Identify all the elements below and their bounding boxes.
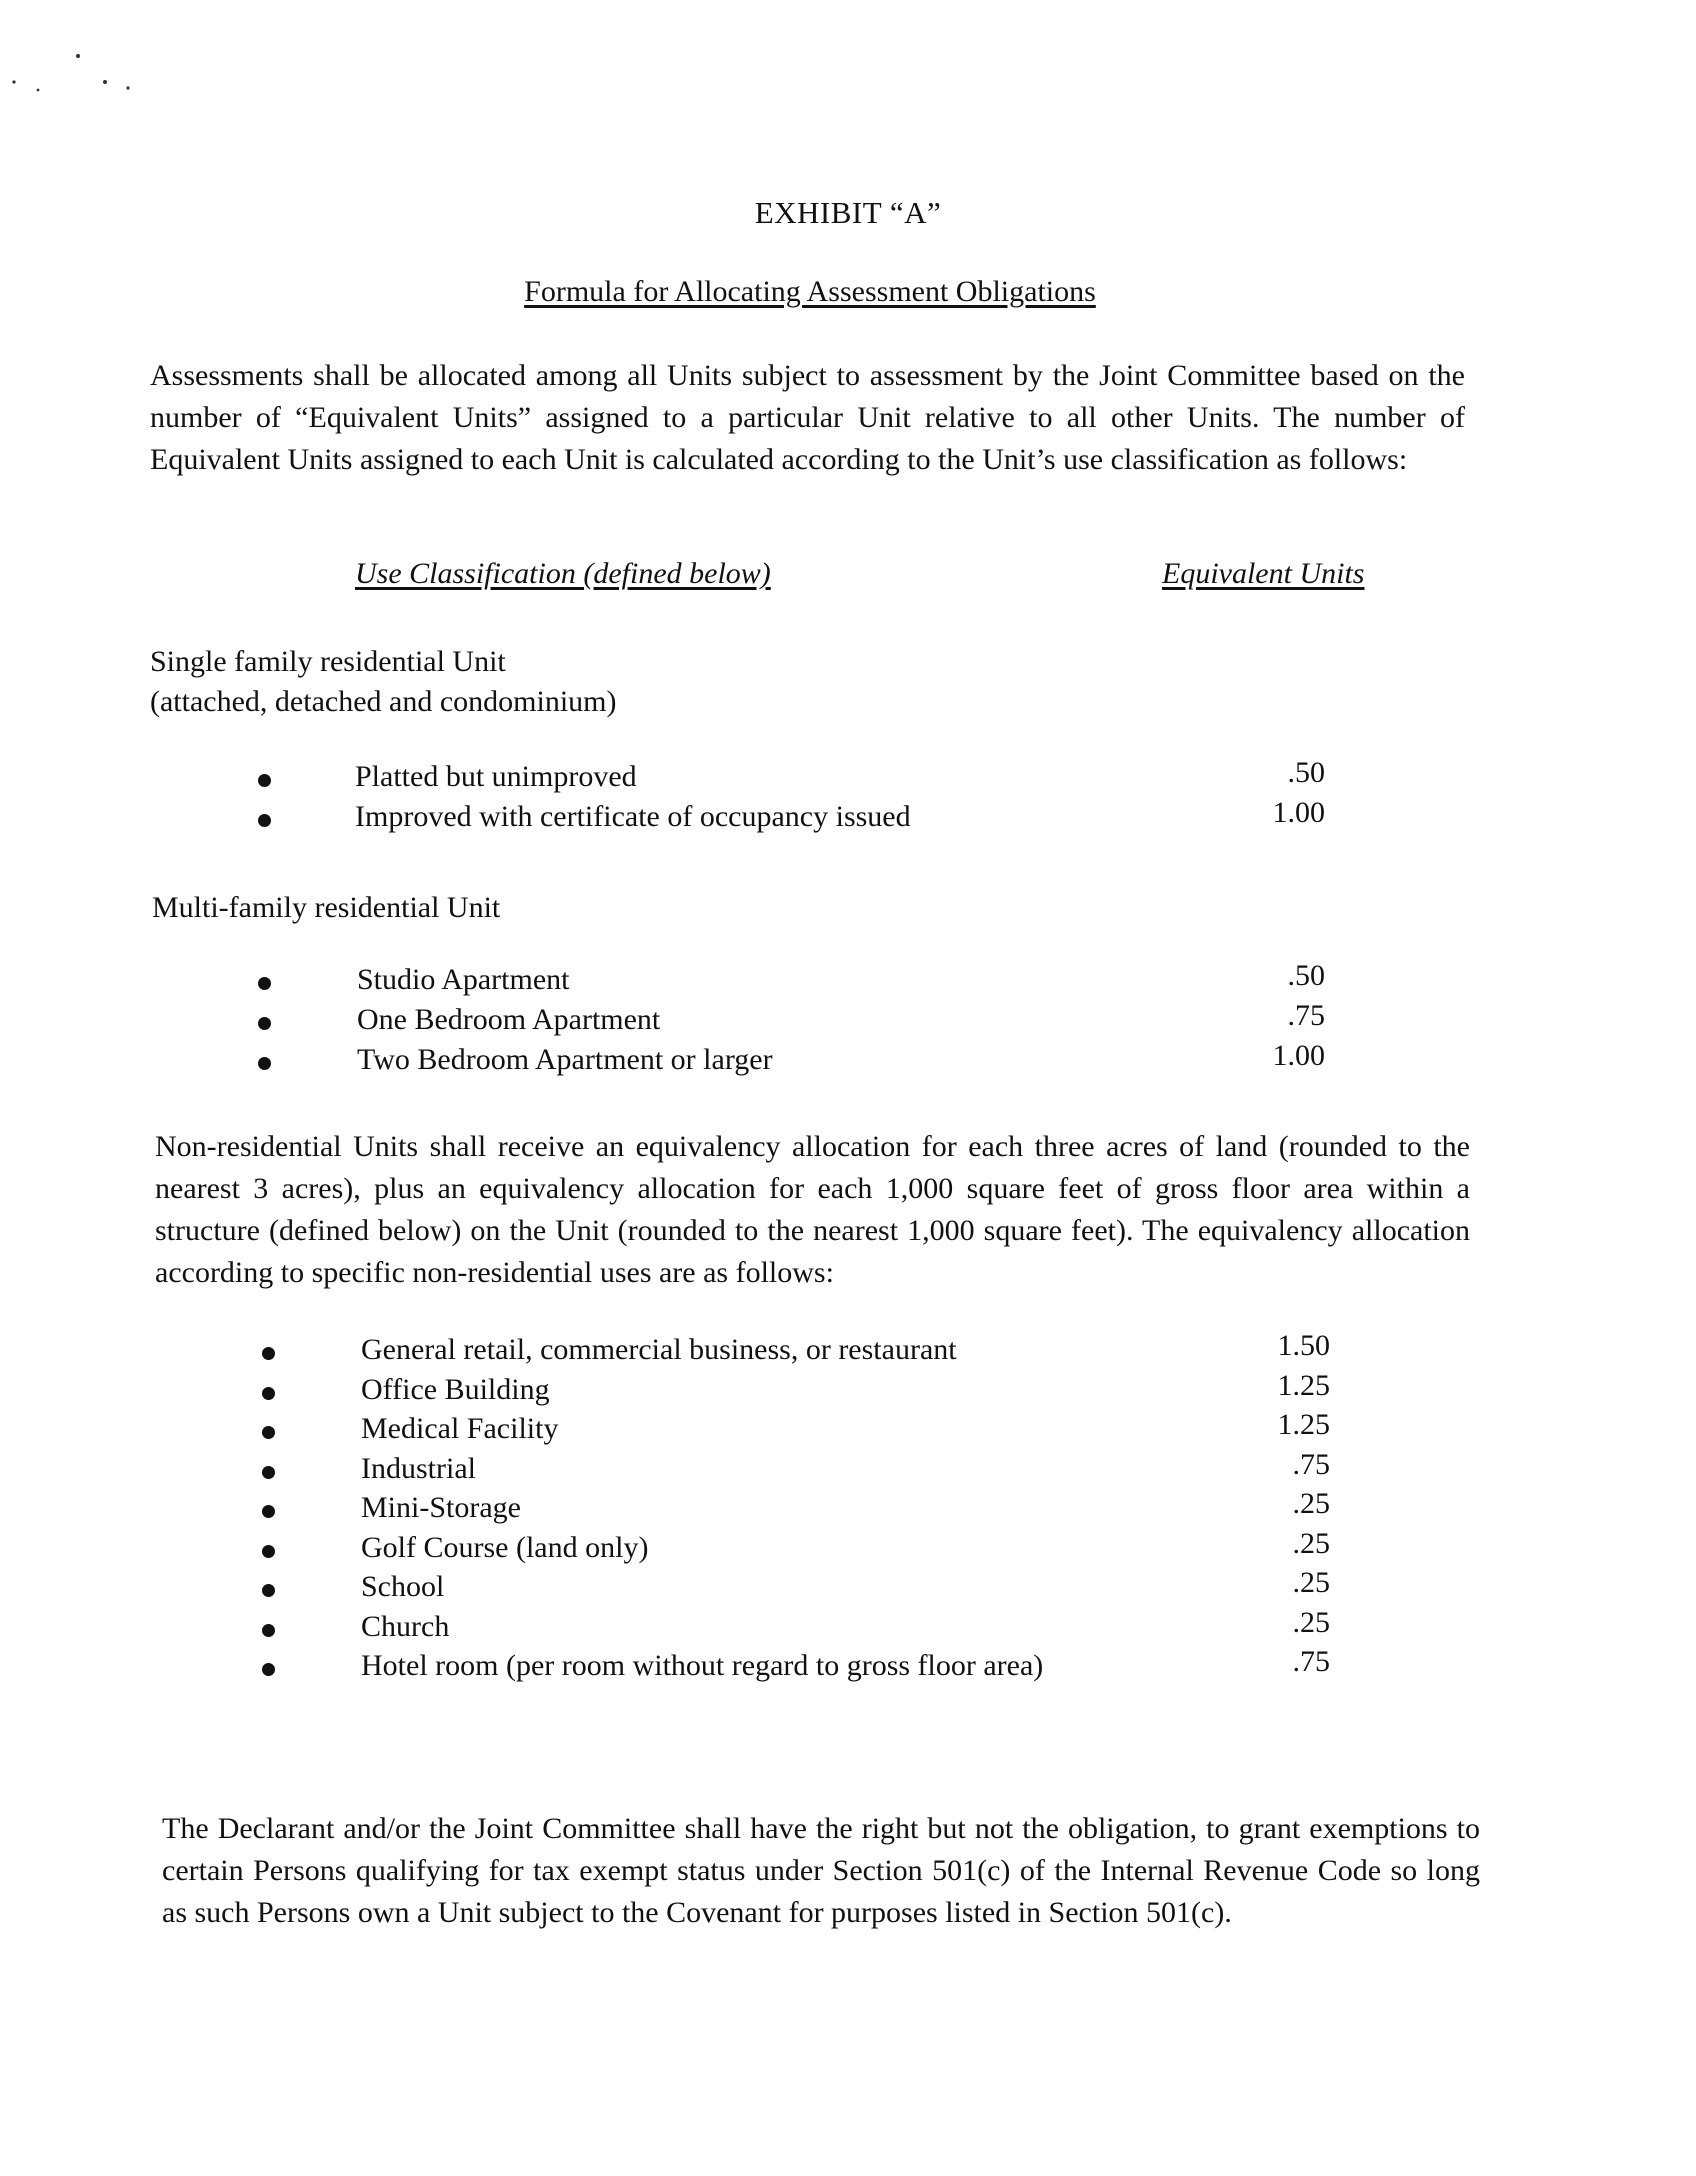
item-label: Studio Apartment [357,963,570,996]
single-family-list [0,756,1696,840]
bullet-icon [262,1466,275,1479]
list-item [0,1605,1696,1650]
bullet-icon [262,1387,275,1400]
item-label: Mini-Storage [361,1491,521,1524]
bullet-icon [262,1545,275,1558]
use-classification-header: Use Classification (defined below) [355,557,771,590]
scan-speck [37,89,40,92]
item-value: .75 [1287,999,1325,1032]
list-item [0,1566,1696,1610]
equivalent-units-header: Equivalent Units [1162,557,1365,590]
single-family-subheading: (attached, detached and condominium) [150,685,617,718]
item-value: 1.00 [1272,796,1325,829]
bullet-icon [262,1426,275,1439]
list-item [0,1039,1696,1083]
scan-speck [103,80,107,84]
item-value: .25 [1292,1526,1330,1560]
item-value: .75 [1292,1645,1330,1678]
bullet-icon [262,1347,275,1360]
item-value: .25 [1292,1566,1330,1599]
exhibit-subtitle: Formula for Allocating Assessment Obligations [524,275,1096,308]
list-item [0,1408,1696,1452]
item-label: Office Building [361,1372,550,1406]
list-item [0,1645,1696,1689]
item-label: Golf Course (land only) [361,1530,649,1564]
item-label: Industrial [361,1451,476,1485]
item-value: .25 [1292,1605,1330,1639]
item-value: .75 [1292,1447,1330,1481]
non-residential-paragraph: Non-residential Units shall receive an equivalency allocation for each three acres of land (rounded to the nearest 3 acres), plus an equivalency allocation for each 1,000 square feet of gross floor area within a structure (defined below) on the Unit (rounded to the nearest 1,000 square feet). The equivalency allocation according to specific non-residential uses are as follows: [155,1130,1470,1289]
item-label: Hotel room (per room without regard to gross floor area) [361,1649,1044,1682]
list-item [0,1329,1696,1373]
item-value: .50 [1287,756,1325,789]
bullet-icon [262,1624,275,1637]
bullet-icon [258,1057,271,1070]
item-label: Platted but unimproved [355,760,637,793]
list-item [0,1526,1696,1571]
intro-paragraph: Assessments shall be allocated among all Units subject to assessment by the Joint Committee based on the number of “Equivalent Units” assigned to a particular Unit relative to all other Units. The number of Equivalent Units assigned to each Unit is calculated according to the Unit’s use classification as follows: [150,359,1465,476]
item-label: Two Bedroom Apartment or larger [357,1043,773,1076]
item-label: Improved with certificate of occupancy issued [355,800,911,833]
bullet-icon [262,1663,275,1676]
list-item [0,756,1696,800]
bullet-icon [258,977,271,990]
multi-family-list [0,959,1696,1083]
multi-family-heading: Multi-family residential Unit [152,891,501,924]
list-item [0,1368,1696,1413]
item-value: 1.00 [1272,1039,1325,1072]
scan-specks [0,0,160,120]
item-label: One Bedroom Apartment [357,1003,661,1036]
item-value: .25 [1292,1487,1330,1520]
bullet-icon [262,1584,275,1597]
item-label: School [361,1570,445,1603]
list-item [0,959,1696,1003]
scan-speck [126,86,129,89]
bullet-icon [258,774,271,787]
scan-speck [12,80,15,83]
exemption-paragraph: The Declarant and/or the Joint Committee shall have the right but not the obligation, to grant exemptions to certain Persons qualifying for tax exempt status under Section 501(c) of the Internal Revenue Code so long as such Persons own a Unit subject to the Covenant for purposes listed in Section 501(c). [162,1812,1480,1929]
item-value: 1.25 [1277,1408,1330,1441]
bullet-icon [258,814,271,827]
item-value: 1.25 [1277,1368,1330,1402]
bullet-icon [262,1505,275,1518]
non-residential-list [0,1329,1696,1689]
item-value: 1.50 [1277,1329,1330,1362]
list-item [0,1487,1696,1531]
item-label: Medical Facility [361,1412,559,1445]
item-label: General retail, commercial business, or restaurant [361,1333,957,1366]
scan-speck [76,54,80,58]
list-item [0,999,1696,1043]
list-item [0,796,1696,840]
item-value: .50 [1287,959,1325,992]
list-item [0,1447,1696,1492]
single-family-heading: Single family residential Unit [150,645,506,678]
exhibit-title: EXHIBIT “A” [754,195,942,230]
bullet-icon [258,1017,271,1030]
item-label: Church [361,1609,450,1643]
